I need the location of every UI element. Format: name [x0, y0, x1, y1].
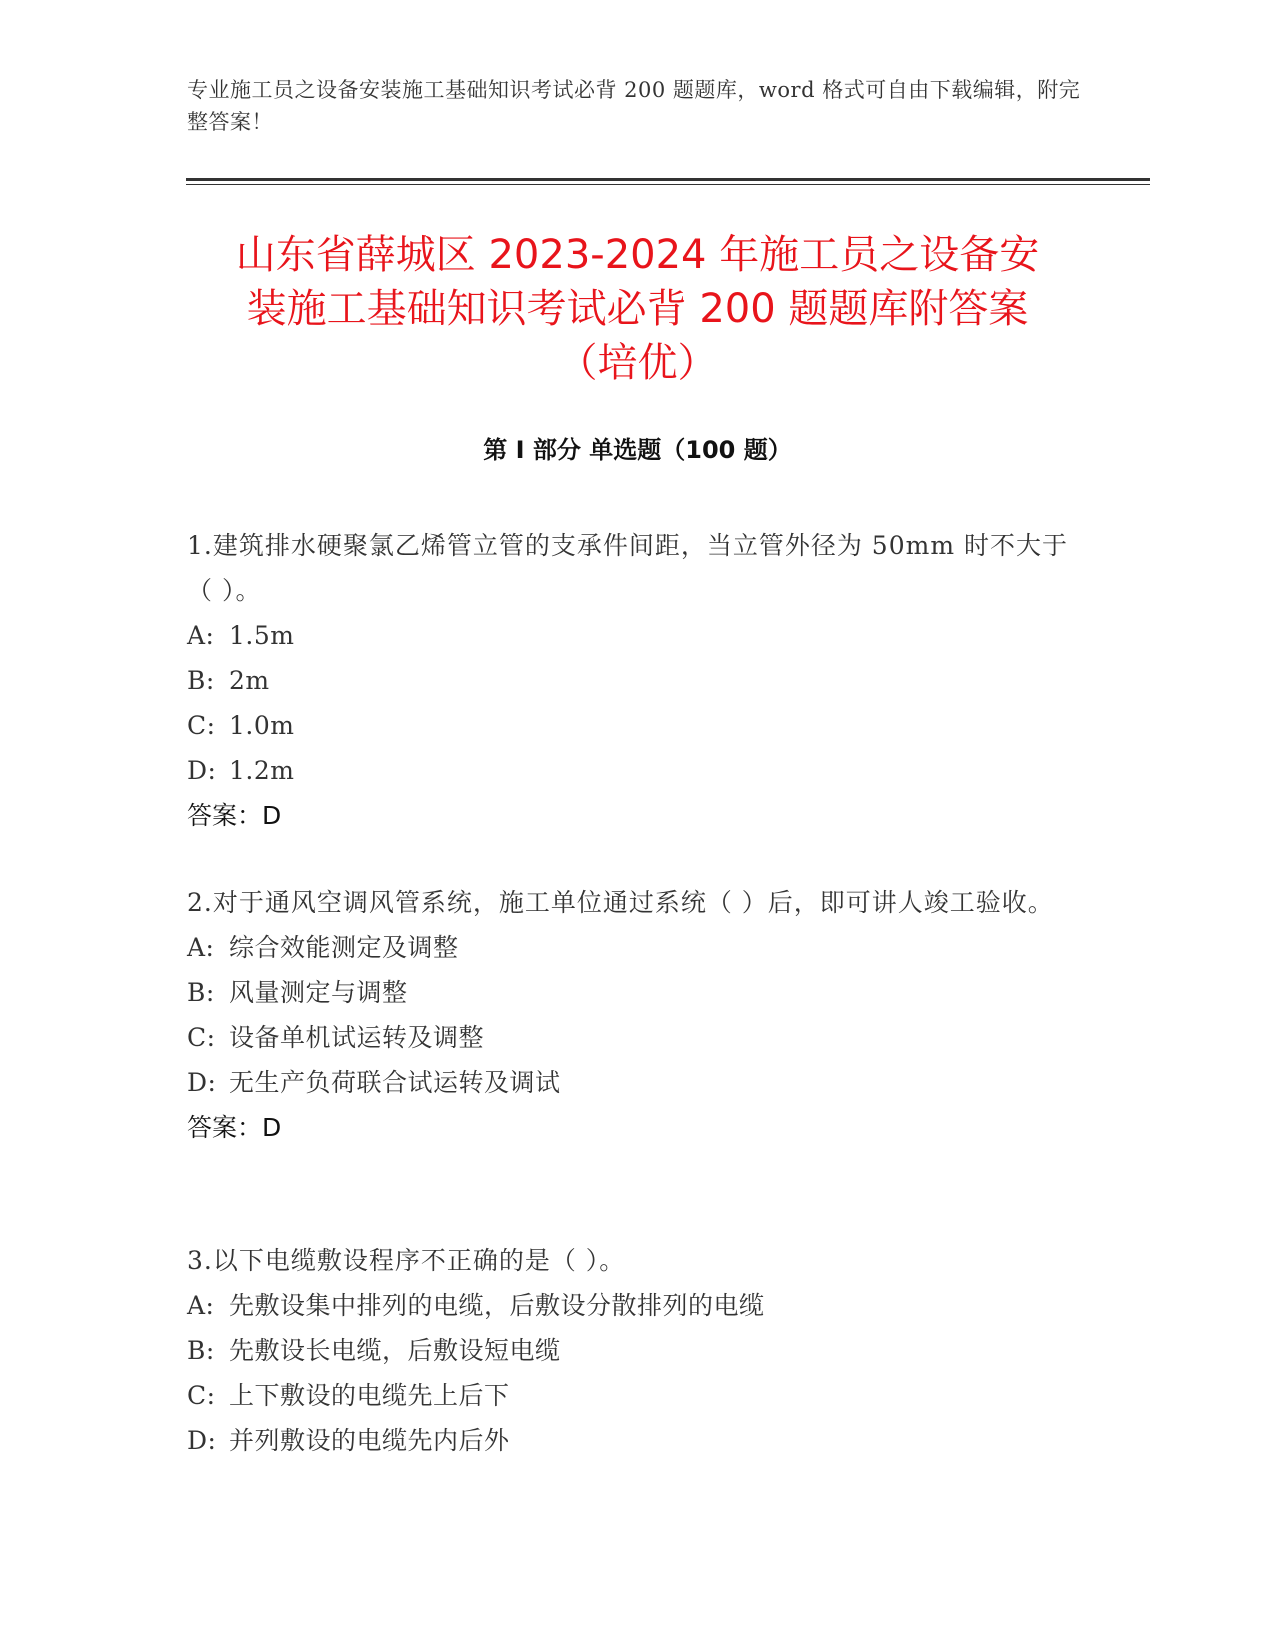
title-line-1: 山东省薛城区 2023-2024 年施工员之设备安	[235, 232, 1040, 278]
option-letter: A:	[187, 621, 215, 650]
option-c	[187, 1015, 1087, 1060]
title-line-2: 装施工基础知识考试必背 200 题题库附答案	[246, 286, 1029, 332]
question-2	[187, 880, 1087, 1150]
answer-line: 答案：D	[187, 801, 282, 830]
option-text: 1.2m	[229, 756, 295, 785]
option-text: 设备单机试运转及调整	[229, 1023, 485, 1052]
answer-line: 答案：D	[187, 1113, 282, 1142]
header-divider-thick	[186, 178, 1150, 181]
option-b	[187, 658, 1087, 703]
option-d	[187, 748, 1087, 793]
option-b	[187, 970, 1087, 1015]
option-text: 风量测定与调整	[229, 978, 408, 1007]
option-text: 综合效能测定及调整	[229, 933, 459, 962]
option-c	[187, 1373, 1087, 1418]
option-letter: D:	[187, 1426, 217, 1455]
header-divider-thin	[186, 184, 1150, 185]
option-letter: C:	[187, 1381, 216, 1410]
option-d	[187, 1060, 1087, 1105]
option-letter: C:	[187, 711, 216, 740]
question-stem: 1.建筑排水硬聚氯乙烯管立管的支承件间距，当立管外径为 50mm 时不大于（ ）。	[187, 531, 1068, 605]
option-text: 并列敷设的电缆先内后外	[229, 1426, 510, 1455]
section-title: 第 I 部分 单选题（100 题）	[483, 436, 792, 464]
option-text: 先敷设长电缆，后敷设短电缆	[229, 1336, 561, 1365]
document-title	[150, 228, 1125, 390]
header-note: 专业施工员之设备安装施工基础知识考试必背 200 题题库，word 格式可自由下载编辑，附完整答案！	[187, 78, 1081, 134]
option-text: 1.5m	[229, 621, 295, 650]
question-stem: 3.以下电缆敷设程序不正确的是（ ）。	[187, 1246, 626, 1275]
option-letter: C:	[187, 1023, 216, 1052]
option-text: 先敷设集中排列的电缆，后敷设分散排列的电缆	[229, 1291, 765, 1320]
option-d	[187, 1418, 1087, 1463]
question-1	[187, 523, 1087, 838]
title-line-3: （培优）	[557, 340, 718, 386]
option-letter: B:	[187, 978, 215, 1007]
option-b	[187, 1328, 1087, 1373]
option-letter: D:	[187, 756, 217, 785]
option-a	[187, 925, 1087, 970]
option-text: 无生产负荷联合试运转及调试	[229, 1068, 561, 1097]
option-letter: B:	[187, 1336, 215, 1365]
option-c	[187, 703, 1087, 748]
question-stem: 2.对于通风空调风管系统，施工单位通过系统（ ）后，即可讲人竣工验收。	[187, 888, 1054, 917]
option-text: 上下敷设的电缆先上后下	[229, 1381, 510, 1410]
option-a	[187, 613, 1087, 658]
option-a	[187, 1283, 1087, 1328]
option-text: 1.0m	[229, 711, 295, 740]
option-letter: D:	[187, 1068, 217, 1097]
option-text: 2m	[229, 666, 270, 695]
option-letter: A:	[187, 933, 215, 962]
option-letter: A:	[187, 1291, 215, 1320]
option-letter: B:	[187, 666, 215, 695]
question-3	[187, 1238, 1087, 1463]
